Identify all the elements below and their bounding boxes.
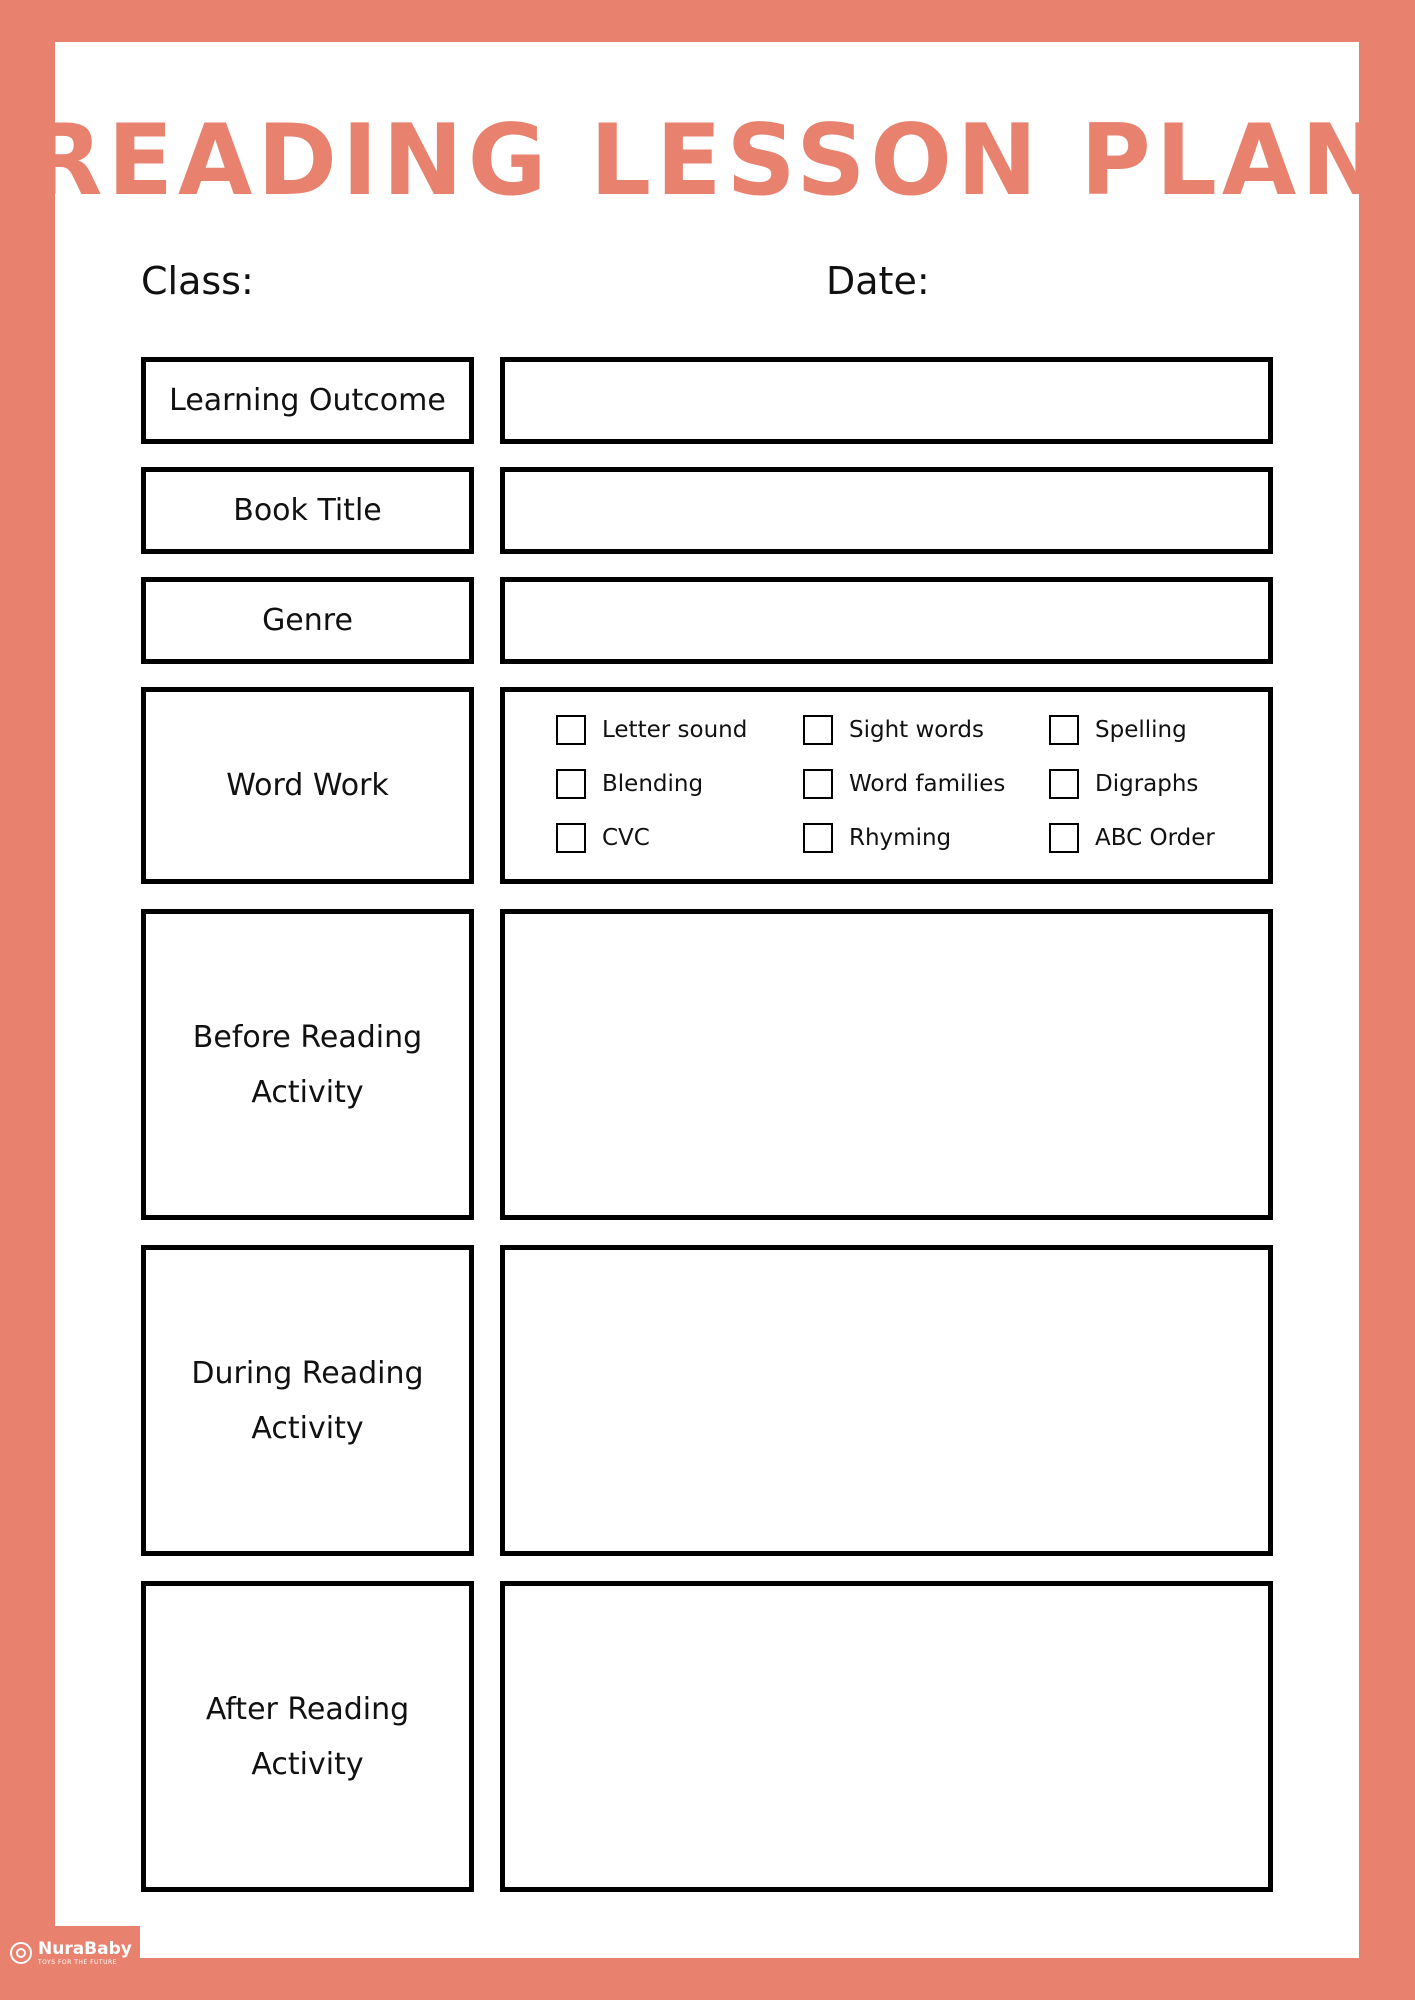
checkbox-abc-order[interactable] — [1049, 823, 1215, 853]
checkbox-label: Blending — [602, 770, 704, 797]
brand-logo — [0, 1926, 140, 1980]
date-label: Date: — [826, 259, 930, 303]
checkbox-label: ABC Order — [1095, 824, 1215, 851]
checkbox-square[interactable] — [1049, 769, 1079, 799]
checkbox-rhyming[interactable] — [803, 823, 951, 853]
checkbox-label: Rhyming — [849, 824, 952, 851]
label-word-work: Word Work — [226, 768, 389, 803]
label-genre: Genre — [262, 603, 353, 638]
label-after-reading: After Reading Activity — [205, 1691, 410, 1782]
checkbox-spelling[interactable] — [1049, 715, 1187, 745]
input-box-after-reading[interactable] — [500, 1581, 1273, 1892]
label-box-book-title — [141, 467, 474, 554]
checkbox-square[interactable] — [803, 769, 833, 799]
checkbox-square[interactable] — [803, 823, 833, 853]
brand-name: NuraBaby — [38, 1938, 132, 1959]
brand-logo-icon — [10, 1942, 32, 1964]
checkbox-label: Letter sound — [602, 716, 748, 743]
checkbox-square[interactable] — [1049, 715, 1079, 745]
input-box-genre[interactable] — [500, 577, 1273, 664]
label-before-reading: Before Reading Activity — [192, 1019, 423, 1110]
checkbox-square[interactable] — [803, 715, 833, 745]
input-box-learning-outcome[interactable] — [500, 357, 1273, 444]
checkbox-label: Digraphs — [1095, 770, 1199, 797]
brand-logo-text — [38, 1938, 132, 1966]
checkbox-label: Sight words — [849, 716, 985, 743]
checkbox-square[interactable] — [556, 715, 586, 745]
input-box-book-title[interactable] — [500, 467, 1273, 554]
checkbox-digraphs[interactable] — [1049, 769, 1198, 799]
label-box-during-reading — [141, 1245, 474, 1556]
word-work-options-box — [500, 687, 1273, 884]
checkbox-square[interactable] — [1049, 823, 1079, 853]
label-book-title: Book Title — [233, 493, 382, 528]
page-title: READING LESSON PLAN — [28, 104, 1387, 218]
input-box-before-reading[interactable] — [500, 909, 1273, 1220]
checkbox-square[interactable] — [556, 769, 586, 799]
checkbox-cvc[interactable] — [556, 823, 650, 853]
label-learning-outcome: Learning Outcome — [169, 383, 446, 418]
checkbox-label: Spelling — [1095, 716, 1187, 743]
checkbox-label: Word families — [849, 770, 1006, 797]
input-box-during-reading[interactable] — [500, 1245, 1273, 1556]
checkbox-label: CVC — [602, 824, 650, 851]
checkbox-sight-words[interactable] — [803, 715, 984, 745]
label-during-reading: During Reading Activity — [191, 1355, 424, 1446]
label-box-before-reading — [141, 909, 474, 1220]
label-box-word-work — [141, 687, 474, 884]
label-box-genre — [141, 577, 474, 664]
label-box-after-reading — [141, 1581, 474, 1892]
class-label: Class: — [141, 259, 254, 303]
checkbox-letter-sound[interactable] — [556, 715, 747, 745]
checkbox-blending[interactable] — [556, 769, 703, 799]
brand-tagline: TOYS FOR THE FUTURE — [38, 1958, 117, 1966]
checkbox-square[interactable] — [556, 823, 586, 853]
checkbox-word-families[interactable] — [803, 769, 1005, 799]
label-box-learning-outcome — [141, 357, 474, 444]
